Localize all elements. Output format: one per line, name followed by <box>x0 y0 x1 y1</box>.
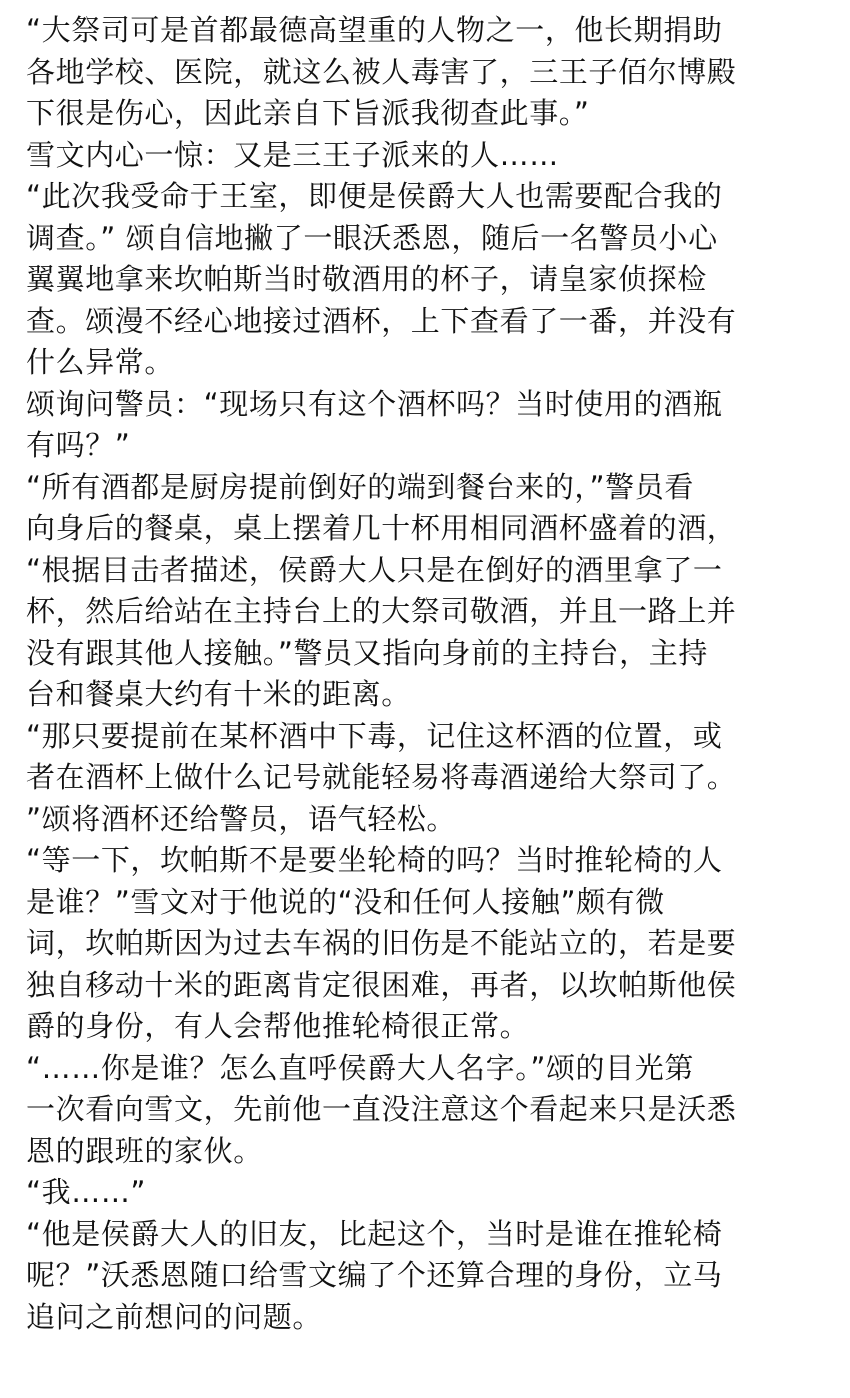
text-line: 独自移动十米的距离肯定很困难，再者，以坎帕斯他侯 <box>26 967 737 1002</box>
text-line: 下很是伤心，因此亲自下旨派我彻查此事。” <box>26 96 590 130</box>
text-line: 词，坎帕斯因为过去车祸的旧伤是不能站立的，若是要 <box>26 926 737 960</box>
text-line: 翼翼地拿来坎帕斯当时敬酒用的杯子，请皇家侦探检 <box>26 262 707 296</box>
text-line: 没有跟其他人接触。”警员又指向身前的主持台，主持 <box>26 635 708 670</box>
text-line: “我……” <box>26 1175 147 1209</box>
text-line: 调查。” 颂自信地撇了一眼沃悉恩，随后一名警员小心 <box>26 220 718 255</box>
text-line: “那只要提前在某杯酒中下毒，记住这杯酒的位置，或 <box>26 718 723 753</box>
text-line: 恩的跟班的家伙。 <box>26 1133 263 1168</box>
text-line: 什么异常。 <box>26 345 175 379</box>
text-line: “所有酒都是厨房提前倒好的端到餐台来的，”警员看 <box>26 469 694 504</box>
text-line: 一次看向雪文，先前他一直没注意这个看起来只是沃悉 <box>26 1092 737 1126</box>
text-line: 台和餐桌大约有十米的距离。 <box>26 677 411 711</box>
text-line: 爵的身份，有人会帮他推轮椅很正常。 <box>26 1009 530 1043</box>
text-line: “……你是谁？怎么直呼侯爵大人名字。”颂的目光第 <box>26 1050 694 1085</box>
text-line: 有吗？” <box>26 428 131 462</box>
text-line: “等一下，坎帕斯不是要坐轮椅的吗？当时推轮椅的人 <box>26 843 723 877</box>
text-line: 向身后的餐桌，桌上摆着几十杯用相同酒杯盛着的酒， <box>26 511 737 545</box>
text-line: “他是侯爵大人的旧友，比起这个，当时是谁在推轮椅 <box>26 1216 723 1251</box>
text-line: ”颂将酒杯还给警员，语气轻松。 <box>26 801 457 836</box>
text-line: “此次我受命于王室，即便是侯爵大人也需要配合我的 <box>26 179 723 213</box>
text-line: “根据目击者描述，侯爵大人只是在倒好的酒里拿了一 <box>26 552 723 587</box>
text-line: 追问之前想问的问题。 <box>26 1299 323 1334</box>
text-line: 颂询问警员：“现场只有这个酒杯吗？当时使用的酒瓶 <box>26 386 723 421</box>
text-line: 者在酒杯上做什么记号就能轻易将毒酒递给大祭司了。 <box>26 760 737 794</box>
text-line: 杯，然后给站在主持台上的大祭司敬酒，并且一路上并 <box>26 594 737 628</box>
text-line: 是谁？”雪文对于他说的“没和任何人接触”颇有微 <box>26 884 665 919</box>
text-line: 查。颂漫不经心地接过酒杯，上下查看了一番，并没有 <box>26 303 737 338</box>
text-line: 各地学校、医院，就这么被人毒害了，三王子佰尔博殿 <box>26 54 737 89</box>
text-line: 呢？”沃悉恩随口给雪文编了个还算合理的身份，立马 <box>26 1258 723 1292</box>
text-line: 雪文内心一惊：又是三王子派来的人…… <box>26 137 559 172</box>
text-line: “大祭司可是首都最德高望重的人物之一，他长期捐助 <box>26 13 723 47</box>
